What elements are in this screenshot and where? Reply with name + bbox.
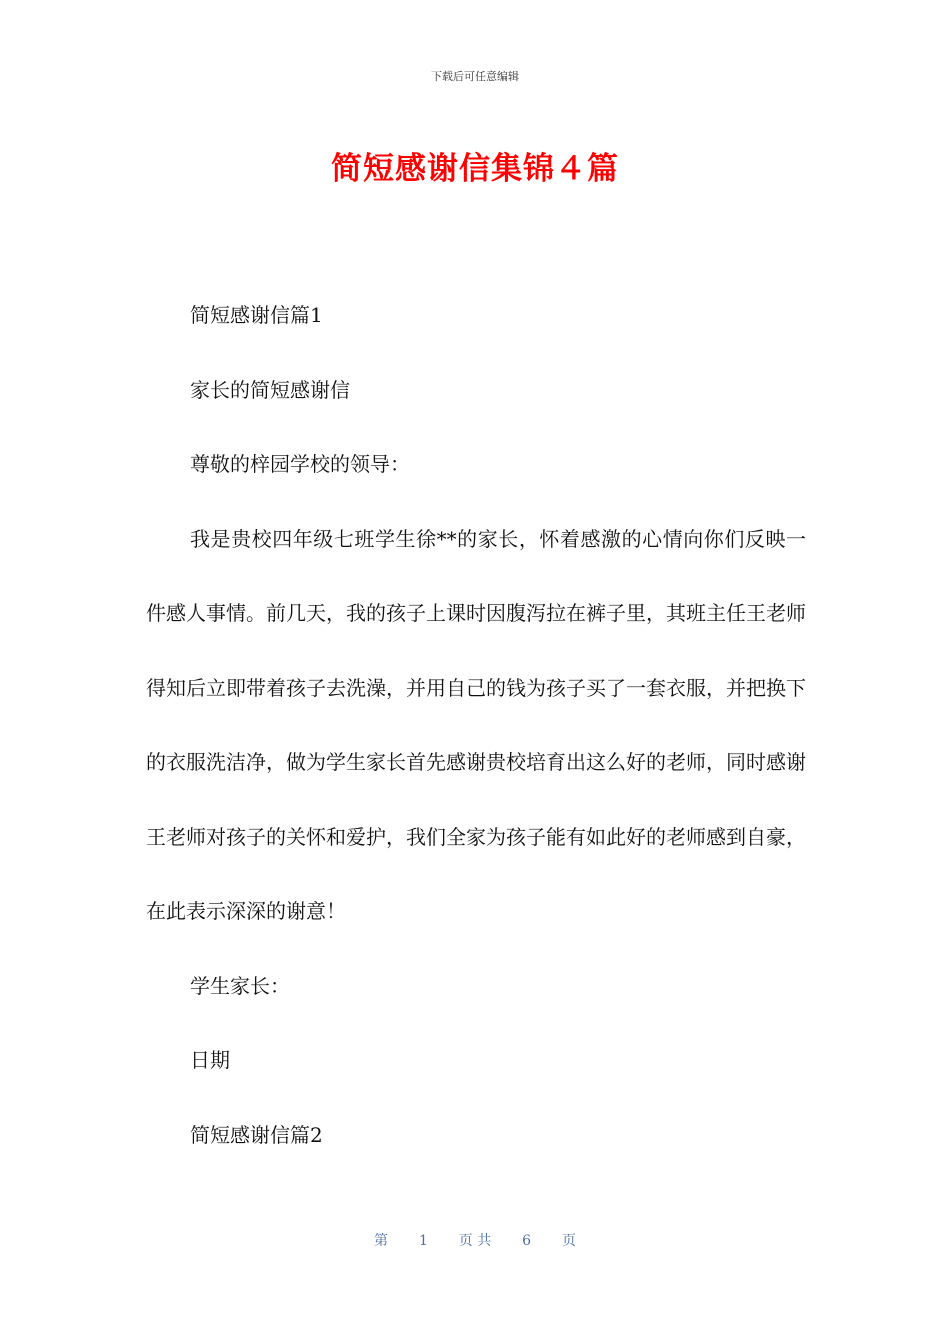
total-pages-number: 6	[522, 1233, 532, 1249]
header-note: 下载后可任意编辑	[431, 70, 519, 83]
body-paragraph: 我是贵校四年级七班学生徐**的家长，怀着感激的心情向你们反映一件感人事情。前几天，我的孩子上课时因腹泻拉在裤子里，其班主任王老师得知后立即带着孩子去洗澡，并用自己的钱为孩子买了一套衣服，并把换下的衣服洗洁净，做为学生家长首先感谢贵校培育出这么好的老师，同时感谢王老师对孩子的关怀和爱护，我们全家为孩子能有如此好的老师感到自豪，在此表示深深的谢意！	[146, 526, 806, 923]
footer-suffix: 页	[561, 1233, 576, 1249]
date-line: 日期	[190, 1048, 230, 1072]
salutation: 尊敬的梓园学校的领导：	[190, 452, 410, 476]
current-page-number: 1	[418, 1233, 428, 1249]
footer-prefix: 第	[374, 1233, 389, 1249]
signature-line: 学生家长：	[190, 973, 290, 998]
document-title: 简短感谢信集锦４篇	[331, 151, 619, 187]
section-heading: 简短感谢信篇1	[190, 303, 323, 327]
document-body	[146, 278, 806, 1172]
page-footer	[0, 1230, 950, 1250]
footer-middle: 页 共	[458, 1233, 492, 1249]
section-heading: 简短感谢信篇2	[190, 1122, 323, 1147]
letter-subtitle: 家长的简短感谢信	[190, 377, 350, 402]
